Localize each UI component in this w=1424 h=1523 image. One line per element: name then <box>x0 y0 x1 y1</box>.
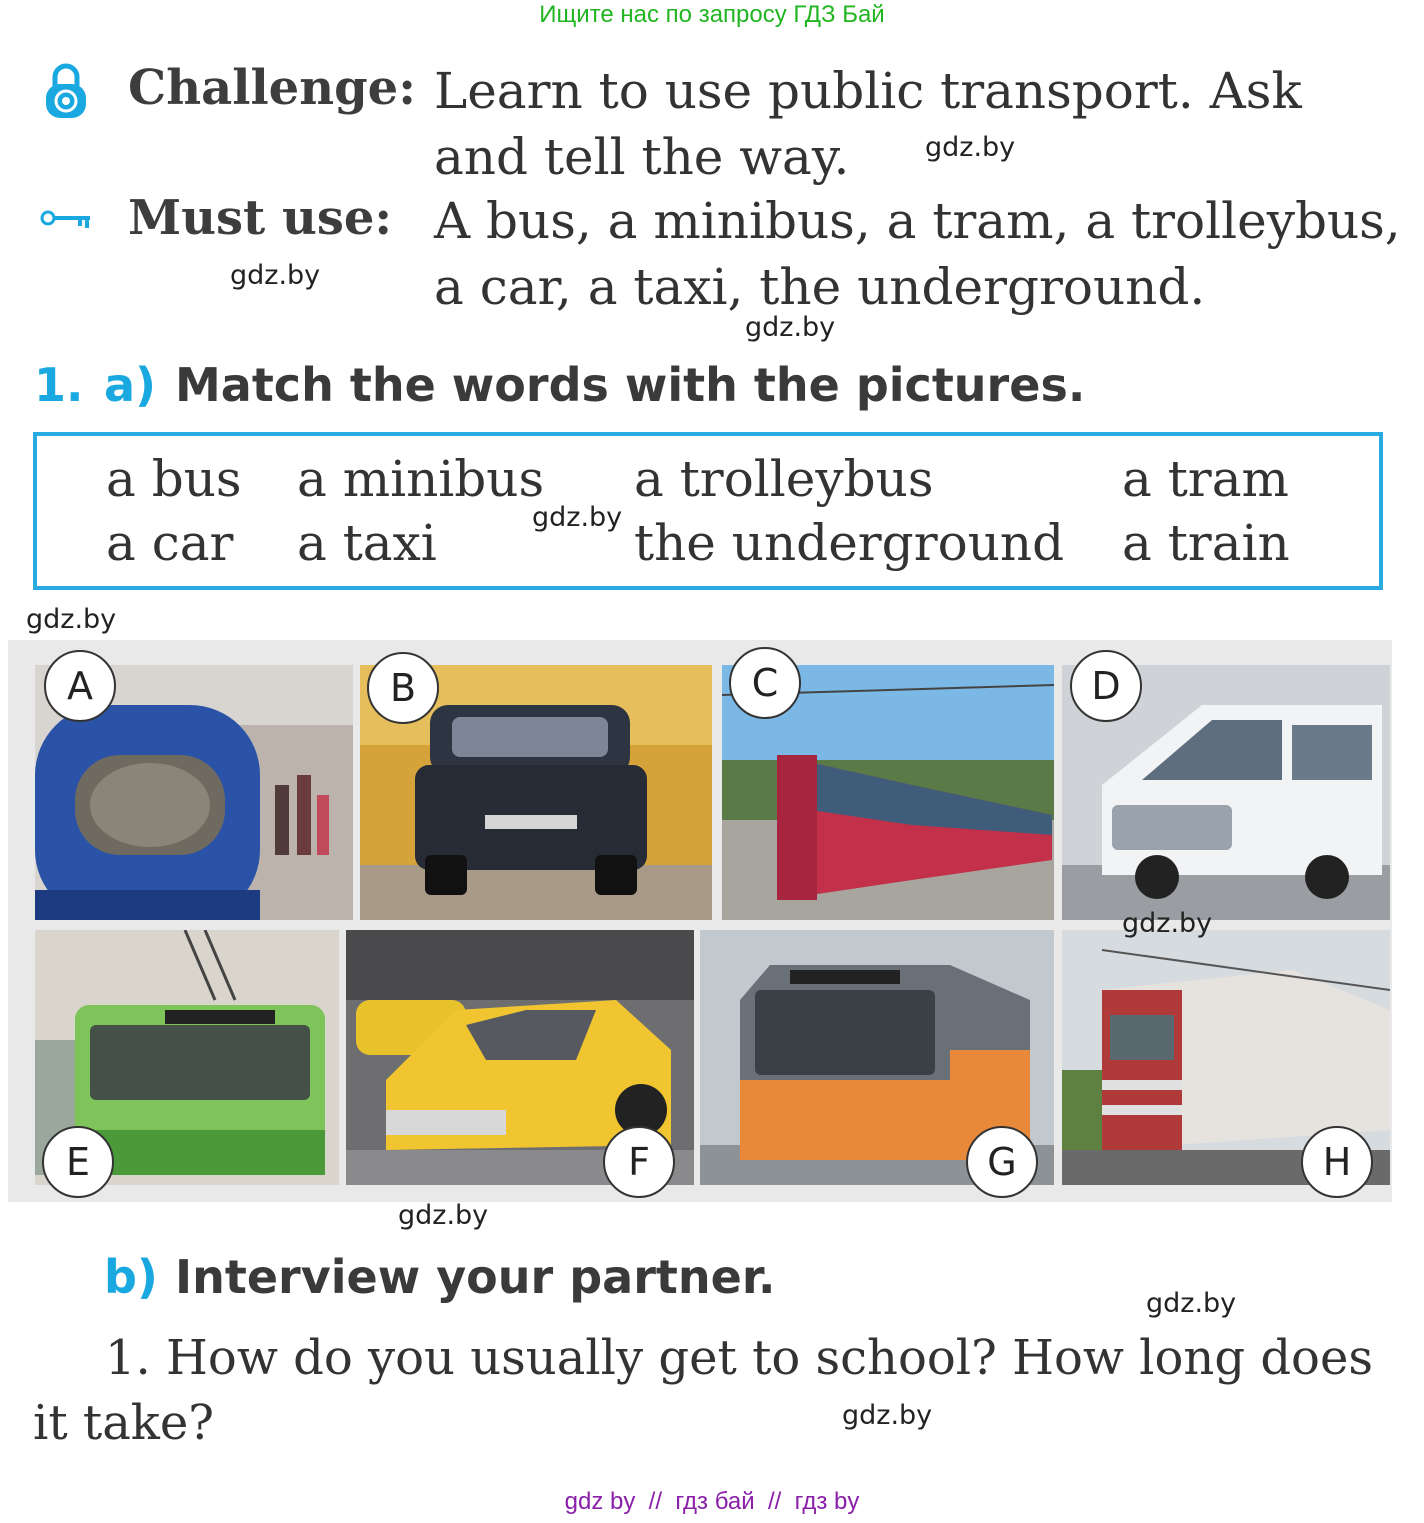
challenge-label: Challenge: <box>128 60 416 116</box>
watermark: gdz.by <box>532 502 623 533</box>
word-box <box>33 432 1383 590</box>
challenge-line-1: Learn to use public transport. Ask <box>434 62 1302 120</box>
word: a car <box>106 514 234 572</box>
picture-label-f: F <box>603 1126 675 1198</box>
key-icon <box>40 206 92 230</box>
lock-icon <box>44 62 88 120</box>
exercise-part-a-letter: a) <box>104 358 157 412</box>
word: a tram <box>1122 450 1289 508</box>
question-line-1: 1. How do you usually get to school? How long does <box>105 1330 1373 1386</box>
watermark: gdz.by <box>842 1400 933 1431</box>
watermark: gdz.by <box>1146 1288 1237 1319</box>
watermark: gdz.by <box>26 604 117 635</box>
word: a trolleybus <box>634 450 934 508</box>
picture-label-b: B <box>367 652 439 724</box>
exercise-part-a-title: Match the words with the pictures. <box>175 358 1086 412</box>
word: a train <box>1122 514 1290 572</box>
picture-label-e: E <box>42 1126 114 1198</box>
watermark: gdz.by <box>398 1200 489 1231</box>
watermark: gdz.by <box>230 260 321 291</box>
picture-label-c: C <box>729 647 801 719</box>
word: a minibus <box>297 450 545 508</box>
footer: gdz by // гдз бай // гдз by <box>564 1488 860 1515</box>
exercise-number: 1. <box>34 358 84 412</box>
must-use-text <box>434 188 1401 320</box>
picture-label-d: D <box>1070 650 1142 722</box>
watermark: gdz.by <box>1122 908 1213 939</box>
question-line-2: it take? <box>33 1395 215 1451</box>
top-note: Ищите нас по запросу ГДЗ Бай <box>539 1 885 28</box>
exercise-part-b-title: Interview your partner. <box>175 1250 776 1304</box>
watermark: gdz.by <box>925 132 1016 163</box>
picture-label-a: A <box>44 650 116 722</box>
word: a bus <box>106 450 242 508</box>
must-use-line-2: a car, a taxi, the underground. <box>434 258 1206 316</box>
must-use-line-1: A bus, a minibus, a tram, a trolleybus, <box>434 192 1401 250</box>
challenge-text <box>434 58 1302 190</box>
word: the underground <box>634 514 1065 572</box>
exercise-part-b-letter: b) <box>104 1250 158 1304</box>
picture-label-g: G <box>966 1126 1038 1198</box>
word: a taxi <box>297 514 437 572</box>
picture-label-h: H <box>1301 1126 1373 1198</box>
must-use-label: Must use: <box>128 190 393 246</box>
watermark: gdz.by <box>745 312 836 343</box>
challenge-line-2: and tell the way. <box>434 128 850 186</box>
